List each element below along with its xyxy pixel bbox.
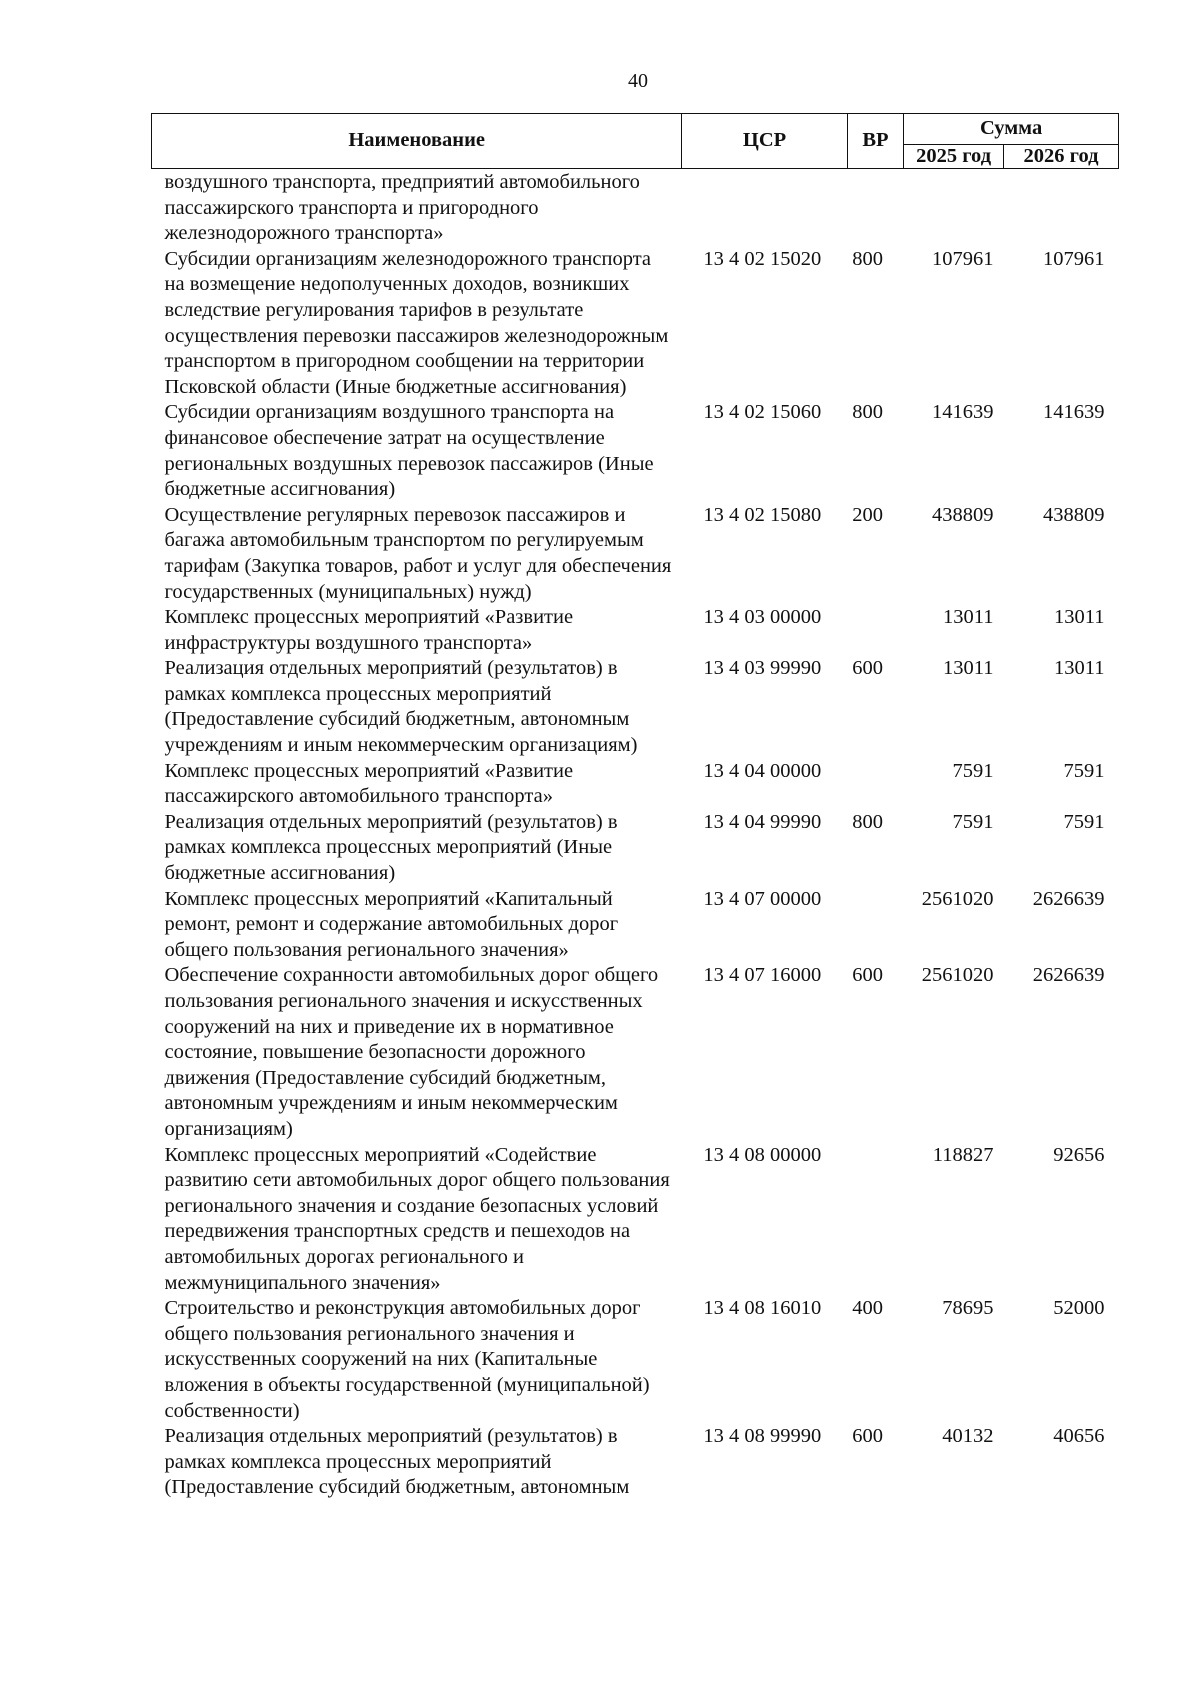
table-row bbox=[152, 503, 1119, 605]
row-amount-2025: 107961 bbox=[932, 247, 994, 270]
row-name: Реализация отдельных мероприятий (результатов) в рамках комплекса процессных мероприятий (Предоставление субсидий бюджетным, автономным bbox=[164, 1425, 630, 1499]
row-name: Осуществление регулярных перевозок пассажиров и багажа автомобильным транспортом по регулируемым тарифам (Закупка товаров, работ и услуг для обеспечения государственных (муниципальных) нужд) bbox=[164, 503, 672, 603]
row-vr bbox=[847, 759, 903, 810]
row-csr: 13 4 02 15020 bbox=[703, 247, 822, 270]
row-vr: 600 bbox=[852, 657, 883, 680]
row-amount-2026: 92656 bbox=[1053, 1143, 1105, 1166]
row-amount-2026: 141639 bbox=[1043, 401, 1105, 424]
table-row bbox=[152, 963, 1119, 1142]
row-name: воздушного транспорта, предприятий автомобильного пассажирского транспорта и пригородного железнодорожного транспорта» bbox=[164, 171, 640, 245]
header-sum: Сумма bbox=[904, 114, 1119, 145]
row-amount-2026: 2626639 bbox=[1032, 887, 1105, 910]
table-row bbox=[152, 400, 1119, 502]
row-amount-2026 bbox=[1004, 169, 1119, 247]
row-csr: 13 4 08 00000 bbox=[703, 1143, 822, 1166]
row-name: Реализация отдельных мероприятий (результатов) в рамках комплекса процессных мероприятий (Иные бюджетные ассигнования) bbox=[164, 810, 618, 885]
table-row bbox=[152, 605, 1119, 656]
row-vr: 800 bbox=[852, 810, 883, 833]
row-amount-2026: 7591 bbox=[1063, 759, 1105, 782]
row-csr: 13 4 07 00000 bbox=[703, 887, 822, 910]
row-vr: 600 bbox=[852, 1425, 883, 1448]
row-name: Строительство и реконструкция автомобильных дорог общего пользования регионального значения и искусственных сооружений на них (Капитальные вложения в объекты государственной (муниципальной) собственности) bbox=[164, 1297, 650, 1422]
header-vr: ВР bbox=[847, 114, 903, 169]
row-csr: 13 4 04 99990 bbox=[703, 810, 822, 833]
table-row bbox=[152, 759, 1119, 810]
row-amount-2025: 78695 bbox=[942, 1297, 994, 1320]
row-name: Комплекс процессных мероприятий «Развитие инфраструктуры воздушного транспорта» bbox=[164, 606, 574, 654]
table-row bbox=[152, 810, 1119, 887]
row-vr: 400 bbox=[852, 1297, 883, 1320]
row-csr: 13 4 03 99990 bbox=[703, 657, 822, 680]
row-amount-2026: 52000 bbox=[1053, 1297, 1105, 1320]
row-name: Обеспечение сохранности автомобильных дорог общего пользования регионального значения и искусственных сооружений на них и приведение их в нормативное состояние, повышение безопасности дорожного движения (Предоставление субсидий бюджетным, автономным учреждениям и иным некоммерческим организациям) bbox=[164, 964, 659, 1140]
table-body bbox=[152, 169, 1119, 1501]
row-amount-2026: 2626639 bbox=[1032, 964, 1105, 987]
table-row bbox=[152, 1143, 1119, 1297]
row-csr: 13 4 08 16010 bbox=[703, 1297, 822, 1320]
row-vr: 200 bbox=[852, 503, 883, 526]
row-amount-2025 bbox=[904, 169, 1004, 247]
row-name: Комплекс процессных мероприятий «Содействие развитию сети автомобильных дорог общего пользования регионального значения и создание безопасных условий передвижения транспортных средств и пешеходов на автомобильных дорогах регионального и межмуниципального значения» bbox=[164, 1143, 670, 1294]
row-amount-2026: 13011 bbox=[1054, 606, 1105, 629]
row-vr: 800 bbox=[852, 401, 883, 424]
row-amount-2026: 107961 bbox=[1043, 247, 1105, 270]
row-amount-2025: 141639 bbox=[932, 401, 994, 424]
row-name: Субсидии организациям воздушного транспорта на финансовое обеспечение затрат на осуществление региональных воздушных перевозок пассажиров (Иные бюджетные ассигнования) bbox=[164, 401, 654, 501]
row-amount-2025: 13011 bbox=[943, 657, 994, 680]
header-year-2025: 2025 год bbox=[904, 145, 1004, 169]
row-csr: 13 4 08 99990 bbox=[703, 1425, 822, 1448]
row-amount-2025: 13011 bbox=[943, 606, 994, 629]
row-name: Субсидии организациям железнодорожного транспорта на возмещение недополученных доходов, возникших вследствие регулирования тарифов в результате осуществления перевозки пассажиров железнодорожным транспортом в пригородном сообщении на территории Псковской области (Иные бюджетные ассигнования) bbox=[164, 247, 669, 398]
row-csr: 13 4 04 00000 bbox=[703, 759, 822, 782]
row-vr bbox=[847, 605, 903, 656]
table-row bbox=[152, 1296, 1119, 1424]
row-vr: 800 bbox=[852, 247, 883, 270]
row-vr bbox=[847, 1143, 903, 1297]
row-amount-2026: 438809 bbox=[1043, 503, 1105, 526]
row-csr: 13 4 07 16000 bbox=[703, 964, 822, 987]
header-year-2026: 2026 год bbox=[1004, 145, 1119, 169]
row-amount-2025: 40132 bbox=[942, 1425, 994, 1448]
row-amount-2025: 7591 bbox=[952, 810, 994, 833]
row-vr: 600 bbox=[852, 964, 883, 987]
budget-table bbox=[151, 113, 1119, 1501]
row-amount-2025: 7591 bbox=[952, 759, 994, 782]
row-amount-2026: 7591 bbox=[1063, 810, 1105, 833]
row-amount-2025: 438809 bbox=[932, 503, 994, 526]
row-name: Реализация отдельных мероприятий (результатов) в рамках комплекса процессных мероприятий (Предоставление субсидий бюджетным, автономным учреждениям и иным некоммерческим организациям) bbox=[164, 657, 638, 757]
row-amount-2026: 40656 bbox=[1053, 1425, 1105, 1448]
header-name: Наименование bbox=[152, 114, 682, 169]
row-csr: 13 4 03 00000 bbox=[703, 606, 822, 629]
header-csr: ЦСР bbox=[682, 114, 847, 169]
table-row bbox=[152, 169, 1119, 247]
table-row bbox=[152, 656, 1119, 758]
table-row bbox=[152, 1424, 1119, 1501]
row-amount-2025: 2561020 bbox=[921, 887, 994, 910]
row-name: Комплекс процессных мероприятий «Развитие пассажирского автомобильного транспорта» bbox=[164, 759, 574, 808]
page-number: 40 bbox=[628, 70, 648, 92]
row-name: Комплекс процессных мероприятий «Капитальный ремонт, ремонт и содержание автомобильных дорог общего пользования регионального значения» bbox=[164, 887, 619, 961]
row-csr bbox=[682, 169, 847, 247]
row-csr: 13 4 02 15060 bbox=[703, 401, 822, 424]
row-csr: 13 4 02 15080 bbox=[703, 503, 822, 526]
row-amount-2026: 13011 bbox=[1054, 657, 1105, 680]
row-amount-2025: 2561020 bbox=[921, 964, 994, 987]
table-row bbox=[152, 247, 1119, 401]
row-amount-2025: 118827 bbox=[932, 1143, 994, 1166]
row-vr bbox=[847, 169, 903, 247]
table-row bbox=[152, 887, 1119, 964]
row-vr bbox=[847, 887, 903, 964]
table-header bbox=[152, 114, 1119, 169]
